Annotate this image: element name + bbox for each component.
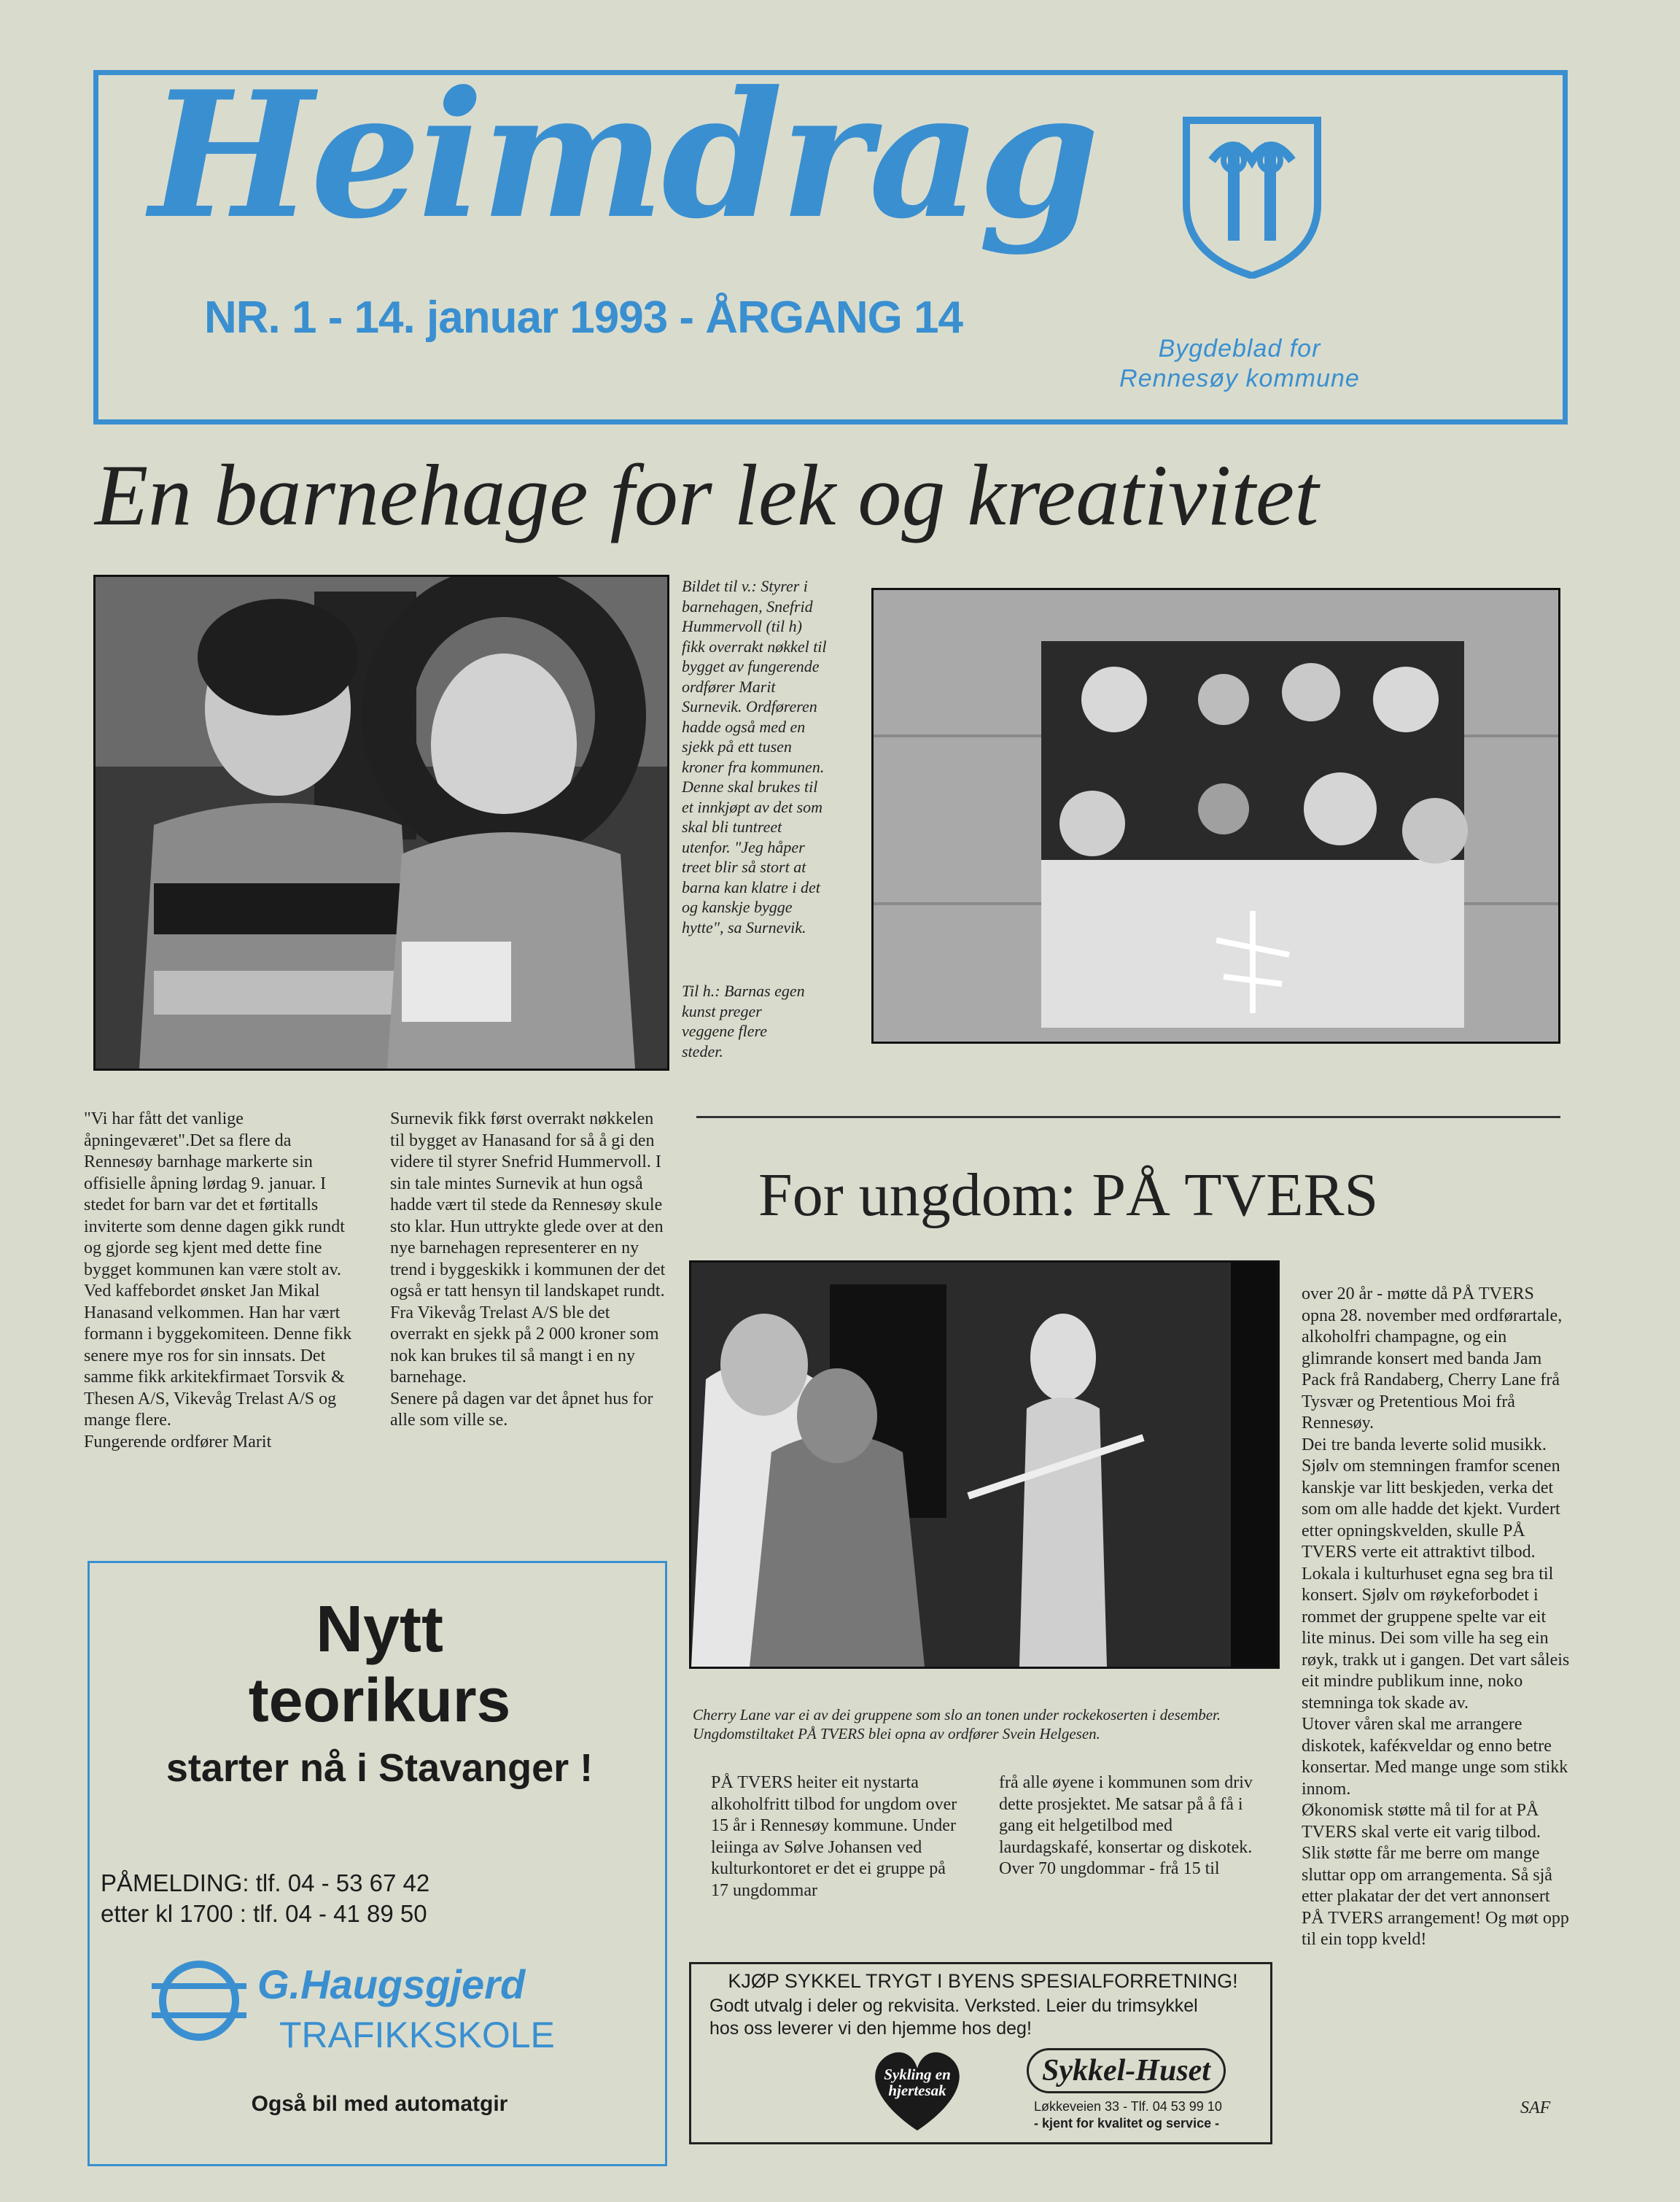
ad-sykkel-address: Løkkeveien 33 - Tlf. 04 53 99 10	[1034, 2099, 1222, 2114]
ad-sykkelhuset	[689, 1962, 1272, 2144]
ad-teori-contact1: PÅMELDING: tlf. 04 - 53 67 42	[101, 1869, 430, 1896]
second-story-col3: over 20 år - møtte då PÅ TVERS opna 28. november med ordførartale, alkoholfri champagne, og ein glimrande konsert med banda Jam Pack frå Randaberg, Cherry Lane frå Tysvær og Pretentious Moi frå Rennesøy. Dei tre banda leverte solid musikk. Sjølv om stemningen framfor scenen kanskje var litt beskjeden, verka det som om alle hadde det kjekt. Vurdert etter opningskvelden, skulle PÅ TVERS verte eit attraktivt tilbod. Lokala i kulturhuset egna seg bra til konsert. Sjølv om røykeforbodet i rommet der gruppene spelte var eit lite minus. Dei som ville ha seg ein røyk, trakk ut i gangen. Det vart såleis eit mindre publikum inne, noko stemninga tok skade av. Utover våren skal me arrangere diskotek, kaféкveldar og enno betre konsertar. Med mange unge som stikk innom. Økonomisk støtte må til for at PÅ TVERS skal verte eit varig tilbod. Slik støtte får me berre om mange sluttar opp om arrangementa. Så sjå etter plakatar der det vert annonsert PÅ TVERS arrangement! Og møt opp til ein topp kveld!	[1302, 1284, 1570, 1950]
ad-teori-line3: starter nå i Stavanger !	[166, 1746, 594, 1790]
masthead-title: Heimdrag	[149, 54, 1097, 257]
caption-concert: Cherry Lane var ei av dei gruppene som slo an tonen under rockekoserten i desember. Ungdomstiltaket PÅ TVERS blei opna av ordfører Svein Helgesen.	[693, 1706, 1221, 1743]
tagline	[1094, 334, 1385, 394]
divider-rule	[696, 1116, 1560, 1118]
main-story-col2: Surnevik fikk først overrakt nøkkelen til bygget av Hanasand for så å gi den videre til styrer Snefrid Hummervoll. I sin tale mintes Surnevik at hun også hadde vært til stede da Rennesøy skule sto klar. Hun uttrykte glede over at den nye barnehagen representerer en ny trend i byggeskikk i kommunen der det også er tatt hensyn til landskapet rundt. Fra Vikevåg Trelast A/S ble det overrakt en sjekk på 2 000 kroner som nok kan brukes til så mangt i en ny barnehage. Senere på dagen var det åpnet hus for alle som ville se.	[390, 1109, 666, 1430]
ad-teori-footer: Også bil med automatgir	[251, 2092, 508, 2116]
main-headline: En barnehage for lek og kreativitet	[95, 446, 1319, 543]
tagline-line1: Bygdeblad for	[1158, 335, 1321, 363]
photo-kindergarten-staff	[93, 575, 669, 1071]
photo-childrens-art	[871, 588, 1560, 1044]
photo-art-illustration	[874, 590, 1558, 1042]
traffic-school-logo-icon	[152, 1957, 246, 2044]
second-headline: For ungdom: PÅ TVERS	[758, 1161, 1379, 1229]
signature: SAF	[1520, 2098, 1551, 2117]
tagline-line2: Rennesøy kommune	[1119, 364, 1360, 392]
ad-sykkel-headline: KJØP SYKKEL TRYGT I BYENS SPESIALFORRETNING!	[728, 1970, 1238, 1992]
caption-photo-right: Til h.: Barnas egen kunst preger veggene flere steder.	[682, 982, 805, 1061]
ad-teori-brand: G.Haugsgjerd	[257, 1961, 526, 2007]
second-story-col1: PÅ TVERS heiter eit nystarta alkoholfritt tilbod for ungdom over 15 år i Rennesøy kommune. Under leiinga av Sølve Johansen ved kulturkontoret er det ei gruppe på 17 ungdommar	[711, 1773, 957, 1900]
ad-teori-contact2: etter kl 1700 : tlf. 04 - 41 89 50	[101, 1900, 427, 1927]
main-story-col1: "Vi har fått det vanlige åpningeværet".Det sa flere da Rennesøy barnhage markerte sin offisielle åpning lørdag 9. januar. I stedet for barn var det et førtitalls inviterte som denne dagen gikk rundt og gjorde seg kjent med dette fine bygget kommunen kan være stolt av. Ved kaffebordet ønsket Jan Mikal Hanasand velkommen. Han har vært formann i byggekomiteen. Denne fikk senere mye ros for sin innsats. Det samme fikk arkitekfirmaet Torsvik & Thesen A/S, Vikevåg Trelast A/S og mange flere. Fungerende ordfører Marit	[84, 1109, 352, 1451]
ad-teori-line1: Nytt	[316, 1593, 443, 1666]
ad-teori-brand-sub: TRAFIKKSKOLE	[279, 2015, 555, 2055]
ad-teori-line2: teorikurs	[248, 1666, 511, 1734]
ad-sykkel-brand: Sykkel-Huset	[1027, 2048, 1226, 2093]
municipal-crest-icon	[1183, 117, 1321, 279]
ad-teorikurs	[88, 1561, 667, 2166]
photo-concert-illustration	[691, 1263, 1278, 1667]
photo-band-concert	[689, 1260, 1280, 1669]
caption-photo-left: Bildet til v.: Styrer i barnehagen, Snefrid Hummervoll (til h) fikk overrakt nøkkel til bygget av fungerende ordfører Marit Surnevik. Ordføreren hadde også med en sjekk på ett tusen kroner fra kommunen. Denne skal brukes til et innkjøpt av det som skal bli tuntreet utenfor. "Jeg håper treet blir så stort at barna kan klatre i det og kanskje bygge hytte", sa Surnevik.	[682, 577, 827, 937]
photo-people-illustration	[96, 577, 667, 1069]
issue-line: NR. 1 - 14. januar 1993 - ÅRGANG 14	[204, 292, 963, 343]
ad-sykkel-slogan: - kjent for kvalitet og service -	[1034, 2116, 1220, 2131]
ad-sykkel-body: Godt utvalg i deler og rekvisita. Verksted. Leier du trimsykkel hos oss leverer vi den hjemme hos deg!	[709, 1996, 1198, 2039]
ad-sykkel-heart-text: Sykling en hjertesak	[884, 2066, 951, 2100]
second-story-col2: frå alle øyene i kommunen som driv dette prosjektet. Me satsar på å få i gang eit helgetilbod med laurdagskafé, konsertar og diskotek. Over 70 ungdommar - frå 15 til	[999, 1773, 1253, 1879]
